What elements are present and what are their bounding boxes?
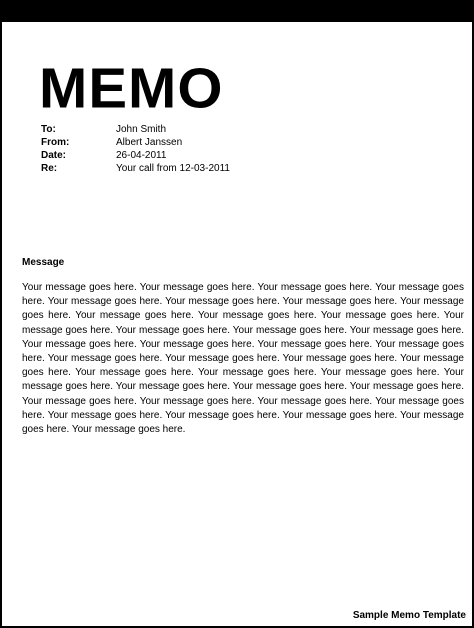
message-body: Your message goes here. Your message goes here. Your message goes here. Your message goes here. Your message goes here. Your message goes here. Your message goes here. Your message goes here. Your message goes here. Your message goes here. Your message goes here. Your message goes here. Your message goes here. Your message goes here. Your message goes here. Your message goes here. Your message goes here. Your message goes here. Your message goes here. Your message goes here. Your message goes here. Your message goes here. Your message goes here. Your message goes here. Your message goes here. Your message goes here. Your message goes here. Your message goes here. Your message goes here. Your message goes here. Your message goes here. Your message goes here. Your message goes here. Your message goes here. Your message goes here. Your message goes here. Your message goes here. Your message goes here. Your message goes here. xyxy=(22,282,464,436)
top-border-bar xyxy=(2,0,472,22)
field-row-from xyxy=(41,136,230,149)
memo-header-fields xyxy=(41,123,230,175)
message-heading: Message xyxy=(22,257,65,268)
field-value-date: 26-04-2011 xyxy=(116,150,167,161)
field-value-from: Albert Janssen xyxy=(116,137,183,148)
field-label-from: From: xyxy=(41,137,70,148)
memo-title: MEMO xyxy=(39,56,224,121)
field-label-to: To: xyxy=(41,124,56,135)
field-value-to: John Smith xyxy=(116,124,167,135)
field-value-re: Your call from 12-03-2011 xyxy=(116,163,230,174)
field-label-date: Date: xyxy=(41,150,67,161)
field-row-re xyxy=(41,162,230,175)
field-row-to xyxy=(41,123,230,136)
field-row-date xyxy=(41,149,230,162)
footer-caption: Sample Memo Template xyxy=(352,610,466,621)
field-label-re: Re: xyxy=(41,163,58,174)
